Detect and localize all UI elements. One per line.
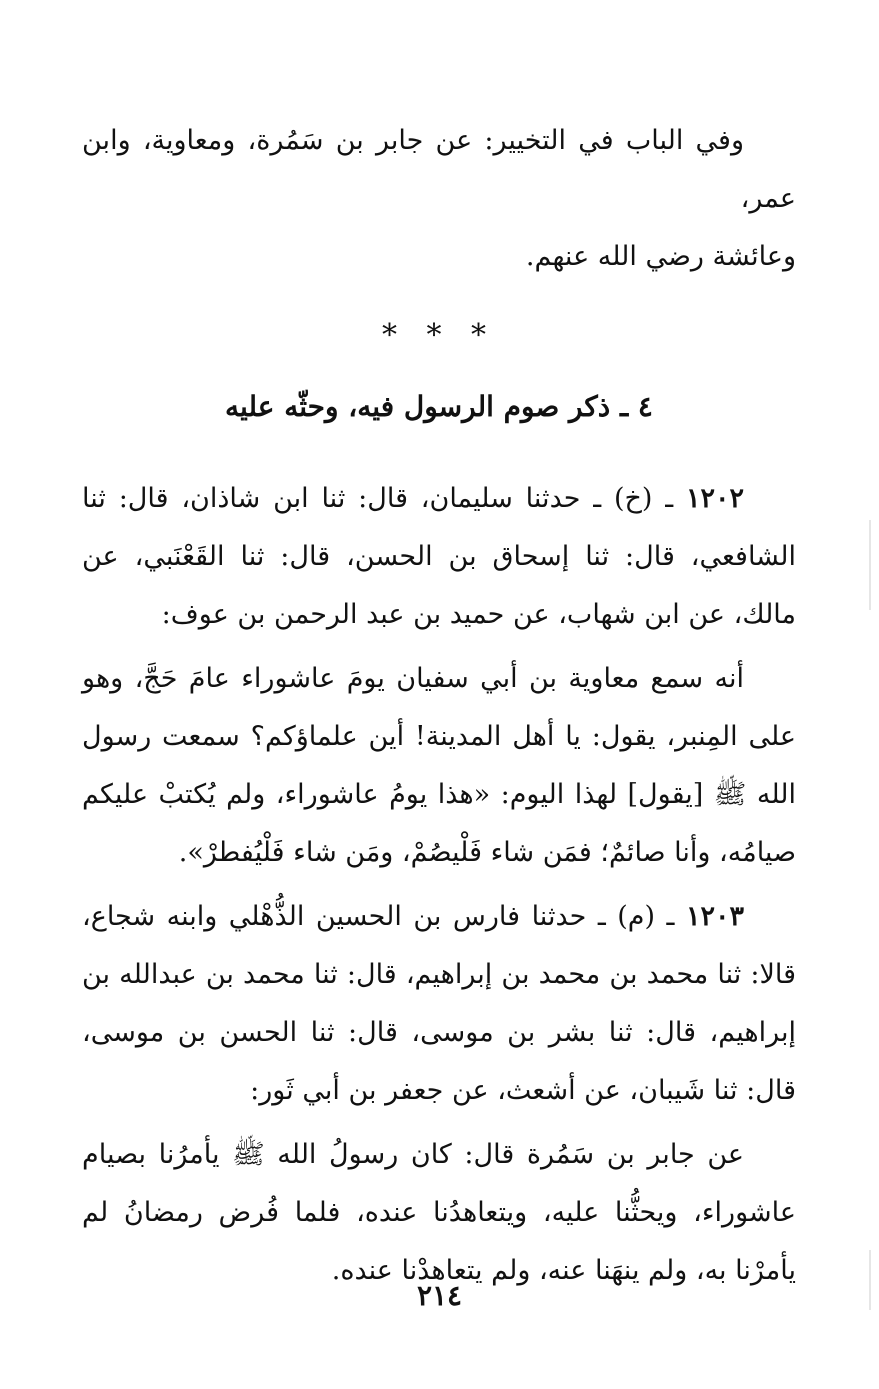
hadith-text: عن جابر بن سَمُرة قال: كان رسولُ الله ﷺ يأمرُنا بصيام عاشوراء، ويحثُّنا عليه، ويتعاهدُنا عنده، فلما فُرض رمضانُ لم يأمرْنا به، ولم ينهَنا عنه، ولم يتعاهدْنا عنده. [82, 1139, 796, 1286]
hadith-text: أنه سمع معاوية بن أبي سفيان يومَ عاشوراء عامَ حَجَّ، وهو على المِنبر، يقول: يا أهل المدينة! أين علماؤكم؟ سمعت رسول الله ﷺ [يقول] لهذا اليوم: «هذا يومُ عاشوراء، ولم يُكتبْ عليكم صيامُه، وأنا صائمٌ؛ فمَن شاء فَلْيصُمْ، ومَن شاء فَلْيُفطرْ». [82, 663, 796, 868]
page-edge-mark [869, 1250, 871, 1310]
hadith-chain [82, 470, 796, 644]
hadith-number: ١٢٠٢ [685, 483, 744, 514]
page-edge-mark [869, 520, 871, 610]
page-content [82, 112, 796, 1306]
page-number: ٢١٤ [416, 1279, 463, 1312]
hadith-chain [82, 888, 796, 1120]
section-heading: ٤ ـ ذكر صوم الرسول فيه، وحثّه عليه [225, 390, 653, 423]
hadith-isnad: ـ (خ) ـ حدثنا سليمان، قال: ثنا ابن شاذان، قال: ثنا الشافعي، قال: ثنا إسحاق بن الحسن، قال: ثنا القَعْنَبي، عن مالك، عن ابن شهاب، عن حميد بن عبد الرحمن بن عوف: [82, 483, 796, 630]
hadith-number: ١٢٠٣ [685, 901, 744, 932]
hadith-isnad: ـ (م) ـ حدثنا فارس بن الحسين الذُّهْلي وابنه شجاع، قالا: ثنا محمد بن محمد بن إبراهيم، قال: ثنا محمد بن عبدالله بن إبراهيم، قال: ثنا بشر بن موسى، قال: ثنا الحسن بن موسى، قال: ثنا شَيبان، عن أشعث، عن جعفر بن أبي ثَور: [82, 901, 796, 1106]
intro-paragraph [82, 112, 796, 286]
intro-line: وفي الباب في التخيير: عن جابر بن سَمُرة، ومعاوية، وابن عمر، [82, 125, 796, 214]
intro-line: وعائشة رضي الله عنهم. [525, 241, 796, 272]
section-separator: * * * [381, 318, 497, 353]
